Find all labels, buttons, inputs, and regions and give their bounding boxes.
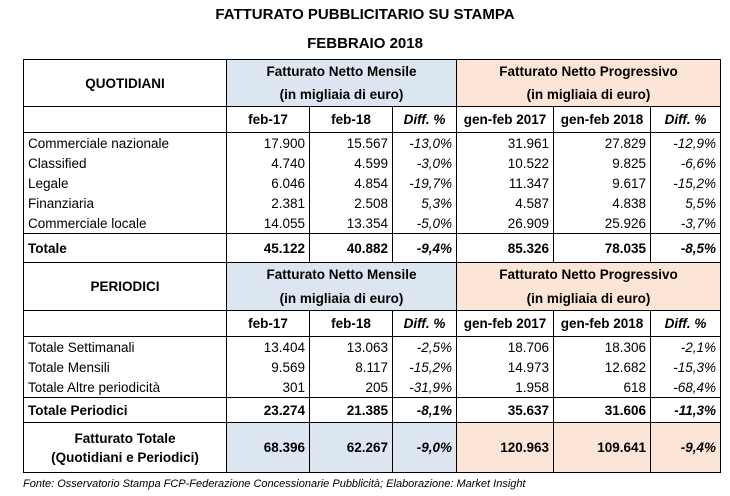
cell: -15,2% (651, 173, 721, 193)
cell: -68,4% (651, 377, 721, 398)
total-row (24, 234, 721, 263)
column-header-row (24, 107, 721, 133)
cell: 13.063 (310, 337, 393, 358)
cell: 4.599 (310, 153, 393, 173)
table-row (24, 193, 721, 213)
source-footnote: Fonte: Osservatorio Stampa FCP-Federazione Concessionarie Pubblicità; Elaborazione: Market Insight (23, 478, 526, 490)
grand-total-label-line1: Fatturato Totale (74, 430, 176, 446)
column-header-blank (24, 107, 227, 133)
cell: 35.637 (457, 398, 554, 423)
cell: 618 (554, 377, 651, 398)
cell: -15,2% (393, 357, 457, 377)
cell: 4.854 (310, 173, 393, 193)
progressive-header-line2: (in migliaia di euro) (457, 83, 721, 107)
col-feb18: feb-18 (310, 107, 393, 133)
cell: 9.825 (554, 153, 651, 173)
col-diff-monthly: Diff. % (393, 107, 457, 133)
report-subtitle: FEBBRAIO 2018 (307, 35, 423, 52)
table-row (24, 377, 721, 398)
cell: -12,9% (651, 133, 721, 154)
cell: -15,3% (651, 357, 721, 377)
cell: 4.587 (457, 193, 554, 213)
cell: 40.882 (310, 234, 393, 263)
cell: 17.900 (227, 133, 310, 154)
column-header-row (24, 311, 721, 337)
cell: 31.606 (554, 398, 651, 423)
cell: 109.641 (554, 423, 651, 473)
cell: 45.122 (227, 234, 310, 263)
total-row (24, 398, 721, 423)
monthly-header-line2: (in migliaia di euro) (227, 287, 457, 311)
cell: 13.404 (227, 337, 310, 358)
cell: 68.396 (227, 423, 310, 473)
cell: 9.569 (227, 357, 310, 377)
cell: 18.706 (457, 337, 554, 358)
cell: 8.117 (310, 357, 393, 377)
row-label: Totale Altre periodicità (24, 377, 227, 398)
table-row (24, 133, 721, 154)
cell: 14.973 (457, 357, 554, 377)
cell: 62.267 (310, 423, 393, 473)
col-diff-progressive: Diff. % (651, 311, 721, 337)
row-label: Finanziaria (24, 193, 227, 213)
cell: -9,4% (651, 423, 721, 473)
col-genfeb2018: gen-feb 2018 (554, 311, 651, 337)
cell: 5,5% (651, 193, 721, 213)
row-label: Commerciale nazionale (24, 133, 227, 154)
cell: -9,0% (393, 423, 457, 473)
cell: -3,7% (651, 213, 721, 234)
cell: 13.354 (310, 213, 393, 234)
row-label: Classified (24, 153, 227, 173)
table-row (24, 357, 721, 377)
total-label: Totale Periodici (24, 398, 227, 423)
grand-total-label (24, 423, 227, 473)
cell: -3,0% (393, 153, 457, 173)
cell: 78.035 (554, 234, 651, 263)
cell: 120.963 (457, 423, 554, 473)
cell: -13,0% (393, 133, 457, 154)
cell: 2.381 (227, 193, 310, 213)
cell: -8,1% (393, 398, 457, 423)
cell: 4.740 (227, 153, 310, 173)
cell: -6,6% (651, 153, 721, 173)
progressive-header-line2: (in migliaia di euro) (457, 287, 721, 311)
col-genfeb2017: gen-feb 2017 (457, 107, 554, 133)
table-row (24, 153, 721, 173)
cell: 14.055 (227, 213, 310, 234)
cell: 85.326 (457, 234, 554, 263)
cell: 31.961 (457, 133, 554, 154)
col-feb17: feb-17 (227, 107, 310, 133)
cell: 4.838 (554, 193, 651, 213)
cell: -8,5% (651, 234, 721, 263)
row-label: Commerciale locale (24, 213, 227, 234)
section-label-periodici: PERIODICI (24, 263, 227, 311)
revenue-table (23, 59, 721, 473)
monthly-header-line1: Fatturato Netto Mensile (227, 263, 457, 287)
col-feb17: feb-17 (227, 311, 310, 337)
cell: -2,1% (651, 337, 721, 358)
cell: -11,3% (651, 398, 721, 423)
monthly-header-line2: (in migliaia di euro) (227, 83, 457, 107)
cell: 27.829 (554, 133, 651, 154)
cell: 18.306 (554, 337, 651, 358)
cell: 1.958 (457, 377, 554, 398)
cell: 11.347 (457, 173, 554, 193)
cell: -9,4% (393, 234, 457, 263)
cell: 6.046 (227, 173, 310, 193)
progressive-header-line1: Fatturato Netto Progressivo (457, 60, 721, 83)
cell: 10.522 (457, 153, 554, 173)
report-title: FATTURATO PUBBLICITARIO SU STAMPA (215, 6, 515, 23)
cell: 5,3% (393, 193, 457, 213)
total-label: Totale (24, 234, 227, 263)
section-label-quotidiani: QUOTIDIANI (24, 60, 227, 107)
table-row (24, 337, 721, 358)
cell: 15.567 (310, 133, 393, 154)
cell: 205 (310, 377, 393, 398)
col-diff-progressive: Diff. % (651, 107, 721, 133)
table-row (24, 213, 721, 234)
column-header-blank (24, 311, 227, 337)
cell: -5,0% (393, 213, 457, 234)
cell: -2,5% (393, 337, 457, 358)
progressive-header-line1: Fatturato Netto Progressivo (457, 263, 721, 287)
cell: 25.926 (554, 213, 651, 234)
col-genfeb2017: gen-feb 2017 (457, 311, 554, 337)
col-diff-monthly: Diff. % (393, 311, 457, 337)
cell: 9.617 (554, 173, 651, 193)
grand-total-label-line2: (Quotidiani e Periodici) (51, 449, 199, 465)
cell: 21.385 (310, 398, 393, 423)
cell: 12.682 (554, 357, 651, 377)
grand-total-row (24, 423, 721, 473)
col-feb18: feb-18 (310, 311, 393, 337)
cell: 301 (227, 377, 310, 398)
cell: -19,7% (393, 173, 457, 193)
row-label: Legale (24, 173, 227, 193)
cell: 26.909 (457, 213, 554, 234)
cell: 23.274 (227, 398, 310, 423)
table-row (24, 173, 721, 193)
cell: -31,9% (393, 377, 457, 398)
col-genfeb2018: gen-feb 2018 (554, 107, 651, 133)
cell: 2.508 (310, 193, 393, 213)
row-label: Totale Mensili (24, 357, 227, 377)
monthly-header-line1: Fatturato Netto Mensile (227, 60, 457, 83)
row-label: Totale Settimanali (24, 337, 227, 358)
